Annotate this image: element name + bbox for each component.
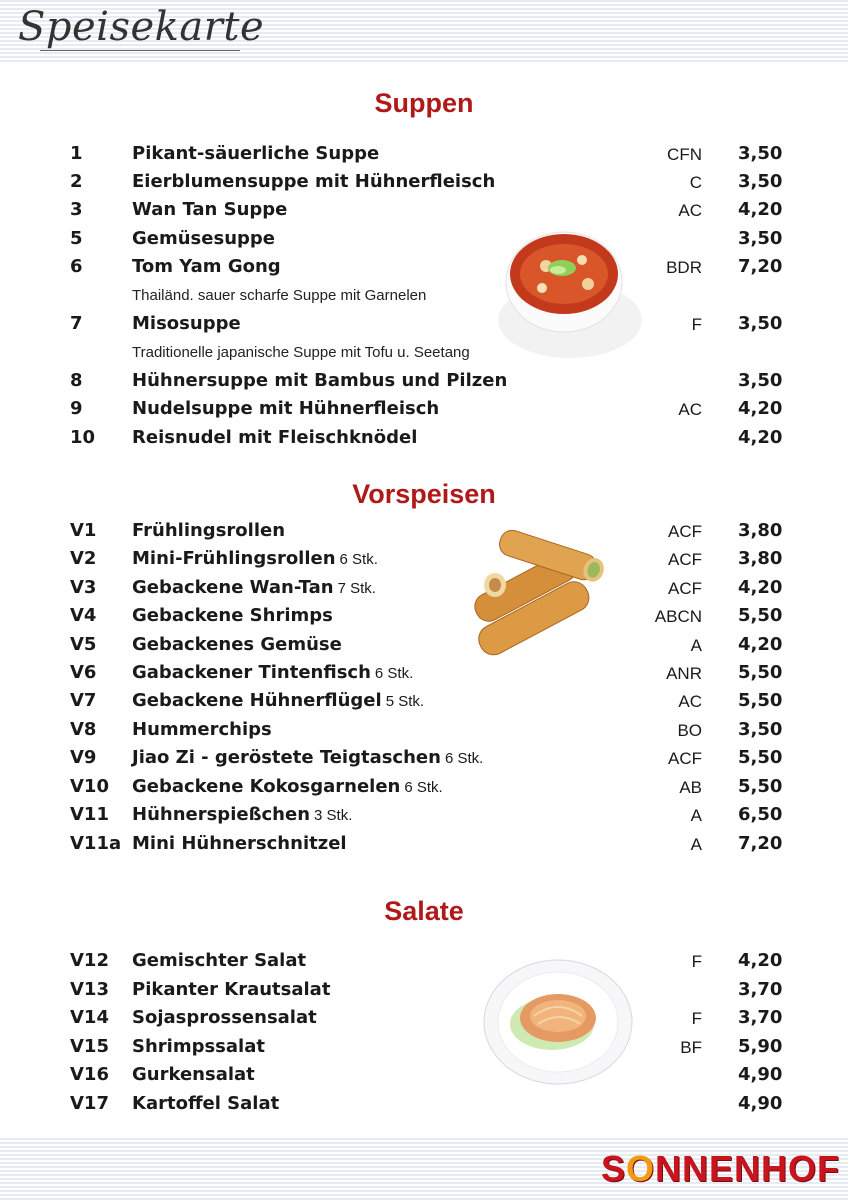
item-number: 1 [70,143,83,164]
item-allergens: A [690,636,702,655]
item-number: 6 [70,256,83,277]
section-heading-salate: Salate [384,896,464,926]
menu-item-row [0,1007,848,1033]
item-name: Gebackenes Gemüse [132,634,342,655]
item-number: 10 [70,427,96,448]
item-price: 5,50 [738,662,783,683]
item-price: 7,20 [738,833,783,854]
item-price: 4,90 [738,1064,783,1085]
item-quantity: 6 Stk. [444,750,484,767]
item-allergens: CFN [667,145,702,164]
item-number: 7 [70,313,83,334]
item-price: 3,50 [738,143,783,164]
item-price: 4,20 [738,427,783,448]
item-allergens: ANR [666,664,702,683]
item-name: Gebackene Wan-Tan 7 Stk. [132,577,376,598]
item-allergens: C [689,173,702,192]
item-price: 4,20 [738,950,783,971]
item-quantity: 6 Stk. [339,551,378,568]
menu-item-row [0,747,848,773]
item-name: Gurkensalat [132,1064,255,1085]
item-name: Pikanter Krautsalat [132,979,331,1000]
item-name: Reisnudel mit Fleischknödel [132,427,418,448]
item-allergens: ACF [668,550,702,569]
item-name: Hühnersuppe mit Bambus und Pilzen [132,370,508,391]
item-price: 3,70 [738,979,783,1000]
item-number: V7 [70,690,97,711]
item-name: Gemischter Salat [132,950,307,971]
title-underline [40,50,240,51]
item-name: Wan Tan Suppe [132,199,288,220]
item-name: Mini-Frühlingsrollen 6 Stk. [132,548,378,569]
menu-item-row [0,577,848,603]
item-name: Nudelsuppe mit Hühnerfleisch [132,398,440,419]
item-name: Kartoffel Salat [132,1093,280,1114]
item-price: 5,90 [738,1036,783,1057]
item-quantity: 6 Stk. [404,779,443,796]
item-price: 3,50 [738,313,783,334]
menu-item-row [0,256,848,282]
item-price: 3,80 [738,520,783,541]
item-number: V9 [70,747,97,768]
brand-logo: SONNENHOF [600,1148,840,1189]
section-heading-vorspeisen: Vorspeisen [352,479,496,509]
item-quantity: 3 Stk. [314,807,353,824]
menu-item-row [0,833,848,859]
item-price: 6,50 [738,804,783,825]
item-number: V5 [70,634,97,655]
menu-item-row [0,427,848,453]
item-price: 4,20 [738,398,783,419]
item-allergens: AB [679,778,702,797]
menu-item-row [0,979,848,1005]
item-description: Traditionelle japanische Suppe mit Tofu u. Seetang [132,344,470,361]
item-price: 4,20 [738,577,783,598]
item-name: Gebackene Hühnerflügel 5 Stk. [132,690,425,711]
item-number: 9 [70,398,83,419]
item-name: Gabackener Tintenfisch 6 Stk. [132,662,414,683]
item-number: V6 [70,662,97,683]
item-number: 5 [70,228,83,249]
item-name: Gebackene Shrimps [132,605,333,626]
menu-item-row [0,313,848,339]
item-allergens: F [691,1009,702,1028]
item-number: 8 [70,370,83,391]
item-name: Gemüsesuppe [132,228,275,249]
menu-item-row [0,199,848,225]
item-price: 4,20 [738,199,783,220]
section-heading-suppen: Suppen [374,88,474,118]
menu-item-row [0,143,848,169]
item-name: Frühlingsrollen [132,520,286,541]
item-price: 5,50 [738,690,783,711]
item-number: V15 [70,1036,109,1057]
item-number: V17 [70,1093,109,1114]
item-allergens: F [691,952,702,971]
item-price: 5,50 [738,605,783,626]
item-price: 3,50 [738,370,783,391]
item-number: V12 [70,950,109,971]
menu-item-row [0,228,848,254]
item-name: Jiao Zi - geröstete Teigtaschen 6 Stk. [132,747,484,768]
menu-item-row [0,690,848,716]
item-name: Shrimpssalat [132,1036,265,1057]
item-name: Tom Yam Gong [132,256,281,277]
menu-item-row [0,1093,848,1119]
item-name: Hummerchips [132,719,272,740]
item-number: V11 [70,804,109,825]
item-number: V1 [70,520,97,541]
item-number: 2 [70,171,83,192]
item-number: 3 [70,199,83,220]
item-number: V14 [70,1007,109,1028]
item-allergens: ACF [668,749,702,768]
item-number: V10 [70,776,109,797]
item-allergens: AC [678,201,702,220]
item-allergens: A [690,806,702,825]
menu-item-row [0,1064,848,1090]
menu-item-row [0,1036,848,1062]
item-number: V2 [70,548,97,569]
menu-item-row [0,171,848,197]
menu-item-row [0,950,848,976]
item-number: V13 [70,979,109,1000]
item-number: V11a [70,833,122,854]
menu-item-row [0,776,848,802]
item-quantity: 7 Stk. [337,580,376,597]
menu-item-row [0,634,848,660]
item-quantity: 5 Stk. [385,693,425,710]
item-name: Mini Hühnerschnitzel [132,833,347,854]
item-allergens: F [691,315,702,334]
item-number: V8 [70,719,97,740]
item-name: Misosuppe [132,313,241,334]
menu-item-row [0,804,848,830]
menu-item-row [0,605,848,631]
menu-item-row [0,398,848,424]
item-price: 3,70 [738,1007,783,1028]
item-allergens: BF [680,1038,702,1057]
item-allergens: ACF [668,522,702,541]
item-name: Pikant-säuerliche Suppe [132,143,380,164]
item-name: Sojasprossensalat [132,1007,317,1028]
item-allergens: AC [678,692,702,711]
item-price: 3,50 [738,228,783,249]
item-price: 5,50 [738,747,783,768]
item-allergens: AC [678,400,702,419]
item-name: Eierblumensuppe mit Hühnerfleisch [132,171,496,192]
menu-item-row [0,548,848,574]
item-price: 3,80 [738,548,783,569]
item-allergens: ABCN [654,607,702,626]
item-price: 3,50 [738,171,783,192]
menu-item-row [0,662,848,688]
item-name: Gebackene Kokosgarnelen 6 Stk. [132,776,443,797]
item-number: V16 [70,1064,109,1085]
menu-item-row [0,520,848,546]
menu-item-row [0,719,848,745]
item-number: V4 [70,605,97,626]
item-name: Hühnerspießchen 3 Stk. [132,804,353,825]
item-price: 4,20 [738,634,783,655]
sun-icon: O [625,1148,655,1189]
item-quantity: 6 Stk. [374,665,414,682]
item-number: V3 [70,577,97,598]
item-allergens: BDR [666,258,702,277]
item-price: 3,50 [738,719,783,740]
item-price: 4,90 [738,1093,783,1114]
menu-item-row [0,370,848,396]
item-allergens: A [690,835,702,854]
item-allergens: ACF [668,579,702,598]
item-description: Thailänd. sauer scharfe Suppe mit Garnelen [132,287,427,304]
item-price: 7,20 [738,256,783,277]
item-price: 5,50 [738,776,783,797]
page-title: Speisekarte [18,4,265,50]
item-allergens: BO [677,721,702,740]
